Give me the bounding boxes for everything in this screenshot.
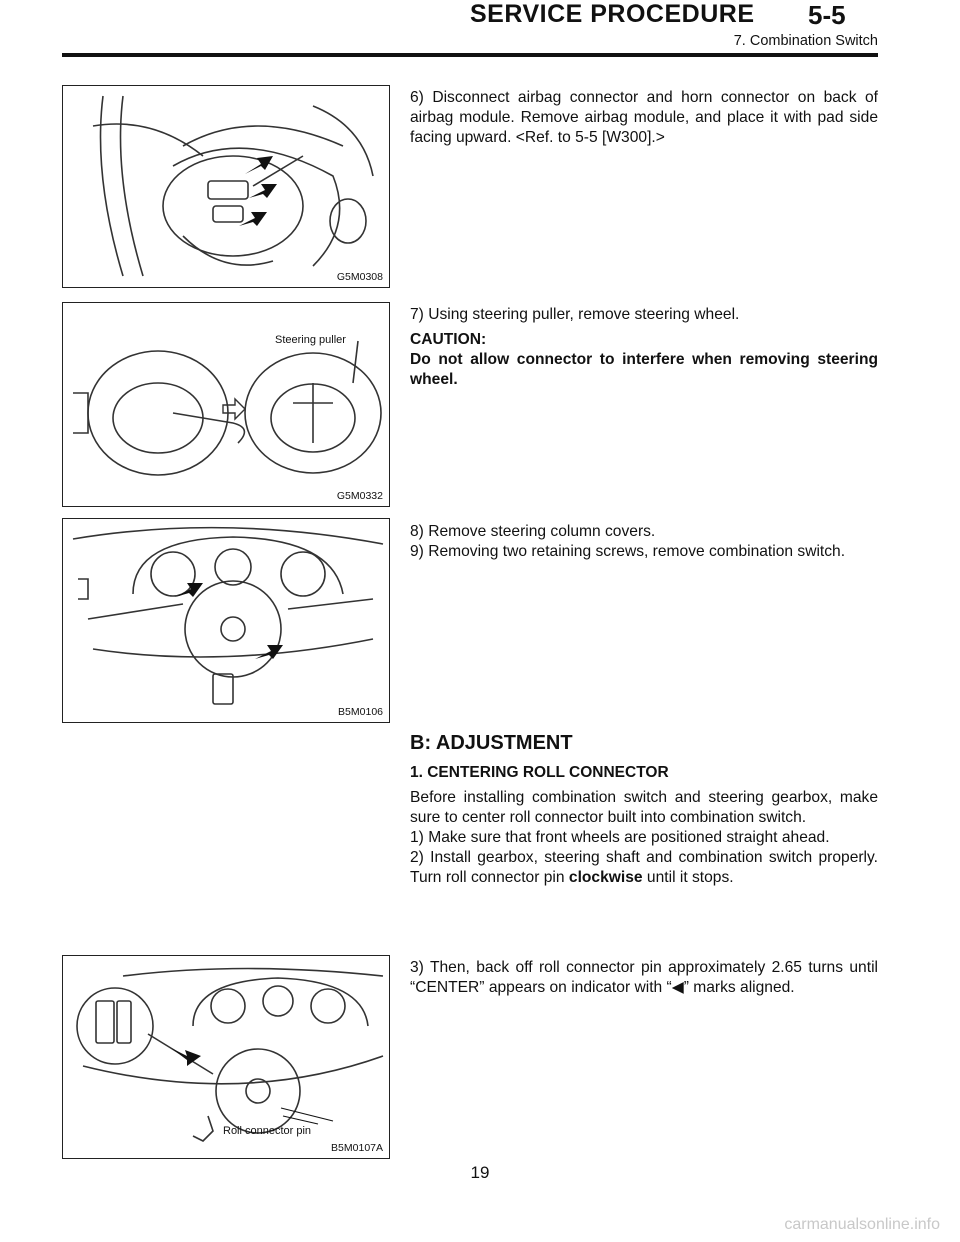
watermark: carmanualsonline.info [784,1216,940,1233]
figure-roll-connector [62,955,390,1159]
figure-code: B5M0107A [331,1142,383,1154]
step-2-text: 2) Install gearbox, steering shaft and combination switch properly. Turn roll connector pin [410,849,878,886]
step-7: 7) Using steering puller, remove steering wheel. [410,306,740,323]
step-2-emphasis: clockwise [568,869,643,886]
figure-code: G5M0332 [336,490,383,502]
figure-code: B5M0106 [338,706,383,718]
adjustment-step-2 [410,848,878,888]
caution-body: Do not allow connector to interfere when removing steering wheel. [410,351,878,388]
adjustment-intro: Before installing combination switch and steering gearbox, make sure to center roll connector built into combination switch. [410,789,878,826]
figure-combination-switch [62,518,390,723]
adjustment-body [410,788,878,888]
caution-title: CAUTION: [410,331,487,348]
section-title: SERVICE PROCEDURE [470,0,755,28]
figure-steering-puller-illustration [63,303,389,505]
adjustment-step-3: 3) Then, back off roll connector pin approximately 2.65 turns until “CENTER” appears on indicator with “◀” marks aligned. [410,959,878,996]
step-8-9-block [410,522,878,562]
label-roll-connector-pin: Roll connector pin [223,1125,312,1137]
figure-airbag-connector [62,85,390,288]
step-3-block [410,958,878,998]
figure-steering-puller [62,302,390,507]
adjustment-step-1: 1) Make sure that front wheels are positioned straight ahead. [410,829,830,846]
adjustment-heading: B: ADJUSTMENT [410,732,573,754]
figure-airbag-illustration [63,86,389,286]
step-6-text [410,88,878,148]
step-2-tail: until it stops. [642,869,734,886]
chapter-number: 5-5 [808,0,846,30]
step-8: 8) Remove steering column covers. [410,523,656,540]
figure-combination-switch-illustration [63,519,389,721]
step-9: 9) Removing two retaining screws, remove combination switch. [410,543,846,560]
section-subtitle: 7. Combination Switch [733,33,878,49]
step-6: 6) Disconnect airbag connector and horn connector on back of airbag module. Remove airbag module, and place it with pad side facing upward. <Ref. to 5-5 [W300].> [410,89,878,146]
figure-roll-connector-illustration [63,956,389,1157]
centering-subheading: 1. CENTERING ROLL CONNECTOR [410,764,669,781]
header-rule [62,53,878,57]
figure-code: G5M0308 [336,271,383,283]
step-7-block [410,305,878,390]
page-header [0,0,960,60]
label-steering-puller: Steering puller [275,334,346,346]
page-number: 19 [470,1163,490,1182]
